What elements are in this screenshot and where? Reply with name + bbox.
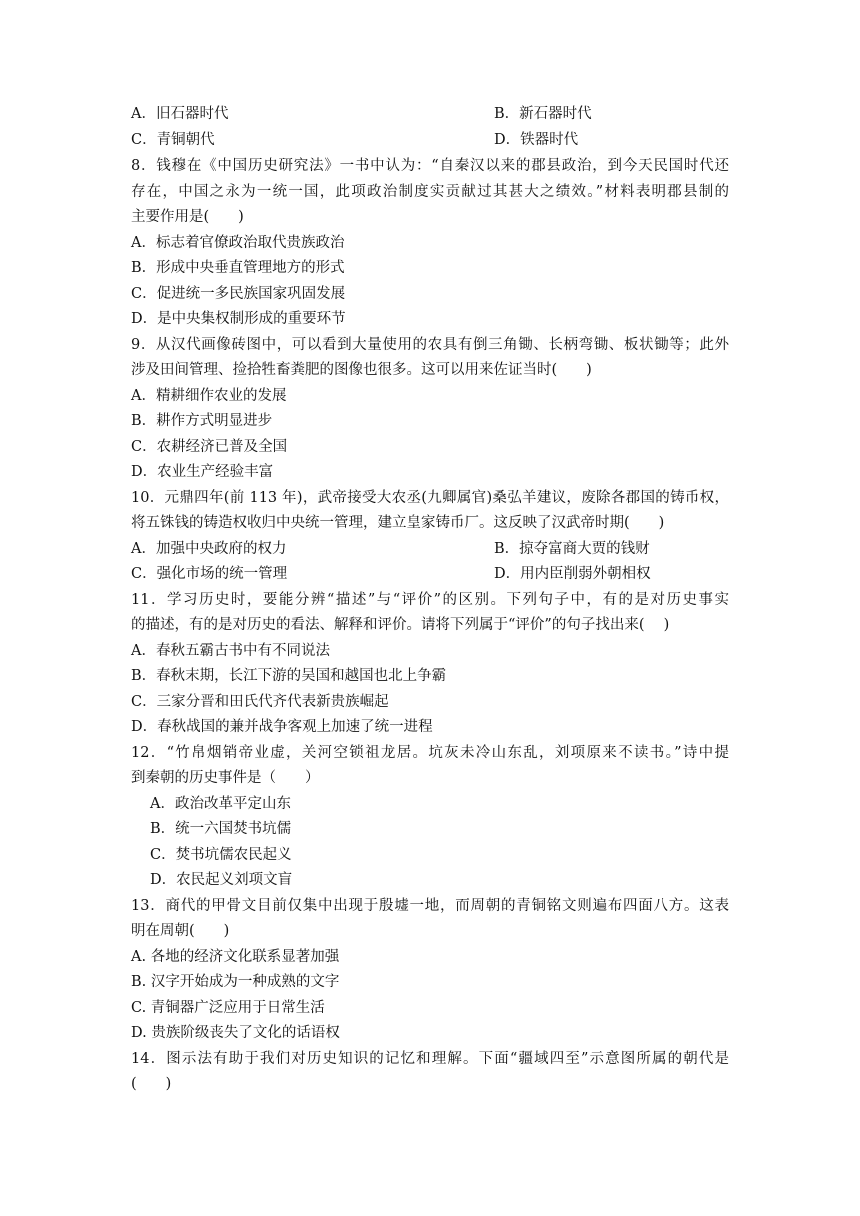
- q10-option-b: B．掠夺富商大贾的钱财: [494, 541, 650, 557]
- q11-option-b: B．春秋末期，长江下游的吴国和越国也北上争霸: [131, 668, 447, 684]
- q10-stem-line-2: 将五铢钱的铸造权收归中央统一管理，建立皇家铸币厂。这反映了汉武帝时期( ): [131, 515, 665, 531]
- q14-stem-line-1: 14．图示法有助于我们对历史知识的记忆和理解。下面“疆域四至”示意图所属的朝代是: [131, 1051, 729, 1067]
- q8-stem-line-2: 存在，中国之永为一统一国，此项政治制度实贡献过其甚大之绩效。”材料表明郡县制的: [131, 184, 729, 200]
- q9-option-d: D．农业生产经验丰富: [131, 464, 274, 480]
- q10-option-d: D．用内臣削弱外朝相权: [494, 566, 651, 582]
- q7-option-b: B．新石器时代: [494, 106, 592, 122]
- q11-option-d: D．春秋战国的兼并战争客观上加速了统一进程: [131, 719, 433, 735]
- q8-option-c: C．促进统一多民族国家巩固发展: [131, 286, 346, 302]
- q13-option-b: B. 汉字开始成为一种成熟的文字: [131, 974, 340, 990]
- q7-option-d: D．铁器时代: [494, 132, 579, 148]
- q8-stem-line-3: 主要作用是( ): [131, 209, 244, 225]
- q13-stem-line-1: 13．商代的甲骨文目前仅集中出现于殷墟一地，而周朝的青铜铭文则遍布四面八方。这表: [131, 898, 729, 914]
- q12-stem-line-1: 12．“竹帛烟销帝业虚，关河空锁祖龙居。坑灰未冷山东乱，刘项原来不读书。”诗中提: [131, 745, 729, 761]
- q12-stem-line-2: 到秦朝的历史事件是（ ）: [131, 770, 320, 786]
- q11-option-c: C．三家分晋和田氏代齐代表新贵族崛起: [131, 694, 389, 710]
- q13-option-c: C. 青铜器广泛应用于日常生活: [131, 1000, 325, 1016]
- q12-option-d: D．农民起义刘项文盲: [150, 872, 293, 888]
- q8-option-b: B．形成中央垂直管理地方的形式: [131, 260, 345, 276]
- q12-option-a: A．政治改革平定山东: [150, 796, 291, 812]
- q11-option-a: A．春秋五霸古书中有不同说法: [131, 643, 330, 659]
- q13-stem-line-2: 明在周朝( ): [131, 923, 230, 939]
- q11-stem-line-1: 11．学习历史时，要能分辨“描述”与“评价”的区别。下列句子中，有的是对历史事实: [131, 592, 729, 608]
- q9-option-a: A．精耕细作农业的发展: [131, 388, 287, 404]
- q8-stem-line-1: 8．钱穆在《中国历史研究法》一书中认为：“自秦汉以来的郡县政治，到今天民国时代还: [131, 158, 729, 174]
- q8-option-a: A．标志着官僚政治取代贵族政治: [131, 235, 345, 251]
- q13-option-d: D. 贵族阶级丧失了文化的话语权: [131, 1025, 340, 1041]
- q12-option-c: C．焚书坑儒农民起义: [150, 847, 292, 863]
- q9-stem-line-1: 9．从汉代画像砖图中，可以看到大量使用的农具有倒三角锄、长柄弯锄、板状锄等；此外: [131, 337, 729, 353]
- q11-stem-line-2: 的描述，有的是对历史的看法、解释和评价。请将下列属于“评价”的句子找出来( ): [131, 617, 670, 633]
- q10-stem-line-1: 10．元鼎四年(前 113 年)，武帝接受大农丞(九卿属官)桑弘羊建议，废除各郡国的铸币权，: [131, 490, 729, 506]
- q14-stem-line-2: ( ): [131, 1076, 172, 1092]
- q9-option-b: B．耕作方式明显进步: [131, 413, 273, 429]
- q8-option-d: D．是中央集权制形成的重要环节: [131, 311, 346, 327]
- q10-option-a: A．加强中央政府的权力: [131, 541, 287, 557]
- q9-option-c: C．农耕经济已普及全国: [131, 439, 288, 455]
- q12-option-b: B．统一六国焚书坑儒: [150, 821, 292, 837]
- q13-option-a: A. 各地的经济文化联系显著加强: [131, 949, 340, 965]
- q7-option-a: A．旧石器时代: [131, 106, 229, 122]
- q10-option-c: C．强化市场的统一管理: [131, 566, 288, 582]
- q7-option-c: C．青铜朝代: [131, 132, 215, 148]
- q9-stem-line-2: 涉及田间管理、捡拾牲畜粪肥的图像也很多。这可以用来佐证当时( ): [131, 362, 592, 378]
